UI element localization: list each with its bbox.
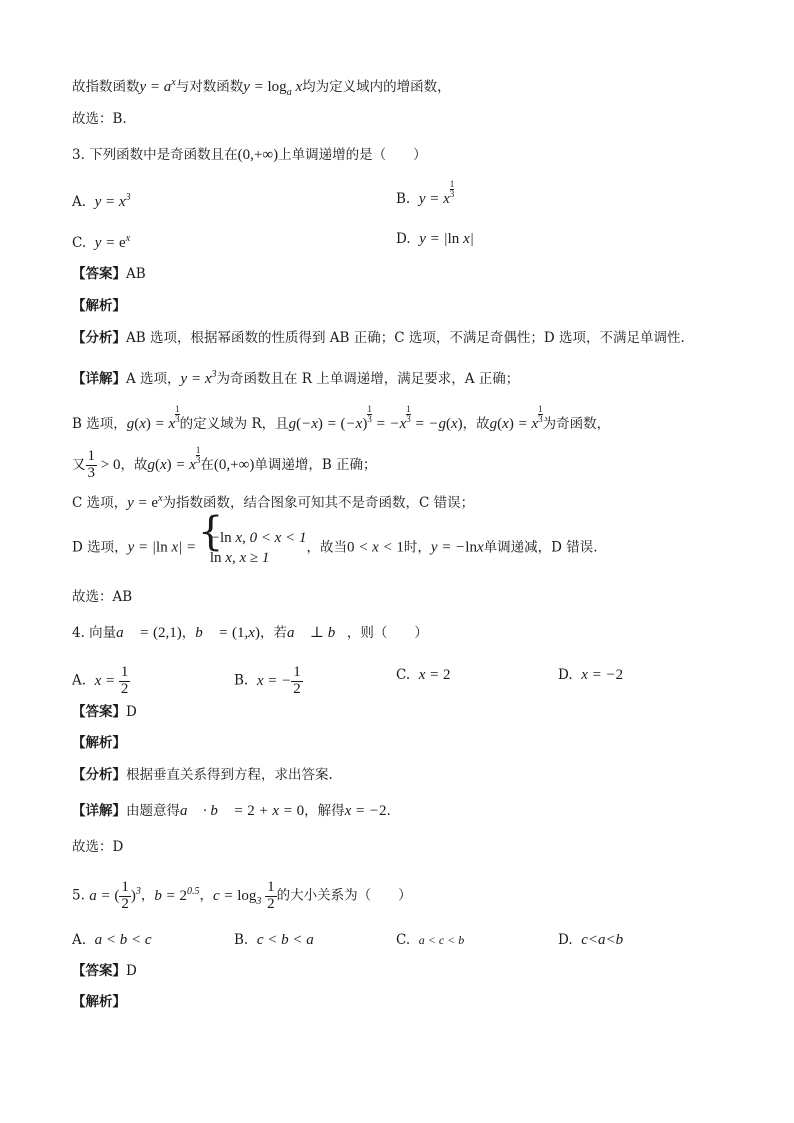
math-log: $y = \log_a x$ bbox=[243, 79, 303, 98]
q3-detail-c: C 选项，$y = e^x$为指数函数，结合图象可知其不是奇函数，C 错误； bbox=[72, 493, 475, 511]
q4-xuan: 故选：D bbox=[72, 839, 124, 855]
q3-detail-you: 又 $\frac{1}{3}$ > 0，故g(x) = x $\frac{1}{3}$ 在(0,+∞)单调递增，B 正确； bbox=[72, 445, 377, 482]
q5-option-d: D. c<a<b bbox=[558, 932, 624, 948]
q4-option-c: C. x = 2 bbox=[396, 667, 451, 683]
question-4-stem: 4. 向量a⃗ = (2,1)，b⃗ = (1,x)，若a⃗ ⊥ b⃗，则（ ） bbox=[72, 625, 428, 641]
q4-jiexi: 【解析】 bbox=[72, 735, 126, 751]
q3-xuan: 故选：AB bbox=[72, 589, 133, 605]
q3-option-a: A. $y = x^3$ bbox=[72, 192, 131, 210]
text: 均为定义域内的增函数， bbox=[302, 79, 451, 95]
q3-answer: 【答案】AB bbox=[72, 266, 146, 282]
q5-jiexi: 【解析】 bbox=[72, 994, 126, 1010]
q3-detail-b: B 选项，g(x) = x $\frac{1}{3}$ 的定义域为 R，且g(−x) = (−x) $\frac{1}{3}$ = −x $\frac{1}{3}$ = −g(x)，故g(x) = x $\frac{1}{3}$ 为奇函数， bbox=[72, 404, 611, 432]
math-exp: $y = a^x$ bbox=[139, 77, 176, 95]
q3-jiexi: 【解析】 bbox=[72, 298, 126, 314]
q3-detail-d: D 选项，y = |ln x| = { −ln x, 0 < x < 1 ln x, x ≥ 1 ，故当0 < x < 1时，y = −lnx单调递减，D 错误. bbox=[72, 528, 598, 568]
question-5-stem: 5. a = ( $\frac{1}{2}$ )$^3$，$b = 2^{0.5}$，$c = \log_3$ $\frac{1}{2}$ 的大小关系为（ ） bbox=[72, 879, 412, 912]
math-interval: (0,+∞) bbox=[237, 147, 279, 163]
text: 故指数函数 bbox=[72, 79, 140, 95]
q3-option-d: D. y = |ln x| bbox=[396, 231, 474, 247]
q4-xiangjie: 【详解】由题意得a⃗ · b⃗ = 2 + x = 0，解得x = −2. bbox=[72, 803, 391, 819]
text: 与对数函数 bbox=[175, 79, 244, 95]
q5-answer: 【答案】D bbox=[72, 963, 137, 979]
question-3-stem: 3. 下列函数中是奇函数且在(0,+∞)上单调递增的是（ ） bbox=[72, 147, 427, 163]
q4-fenxi: 【分析】根据垂直关系得到方程，求出答案. bbox=[72, 767, 333, 783]
q4-option-b: B. x = − $\frac{1}{2}$ bbox=[234, 664, 301, 697]
q4-option-d: D. x = −2 bbox=[558, 667, 624, 683]
q3-fenxi: 【分析】AB 选项，根据幂函数的性质得到 AB 正确；C 选项，不满足奇偶性；D 选项，不满足单调性. bbox=[72, 330, 685, 346]
text-line: 故选：B. bbox=[72, 111, 127, 127]
q5-option-a: A. a < b < c bbox=[72, 932, 152, 948]
q3-xiangjie: 【详解】A 选项，$y = x^3$为奇函数且在 R 上单调递增，满足要求，A 正确； bbox=[72, 369, 520, 387]
q4-answer: 【答案】D bbox=[72, 704, 137, 720]
text-line bbox=[72, 73, 451, 103]
q5-option-c: C. a < c < b bbox=[396, 932, 465, 948]
q4-option-a: A. x = $\frac{1}{2}$ bbox=[72, 664, 129, 697]
q3-option-b: B. y = x $\frac{1}{3}$ bbox=[396, 179, 455, 207]
q3-option-c: C. $y = e^x$ bbox=[72, 233, 131, 251]
q5-option-b: B. c < b < a bbox=[234, 932, 314, 948]
